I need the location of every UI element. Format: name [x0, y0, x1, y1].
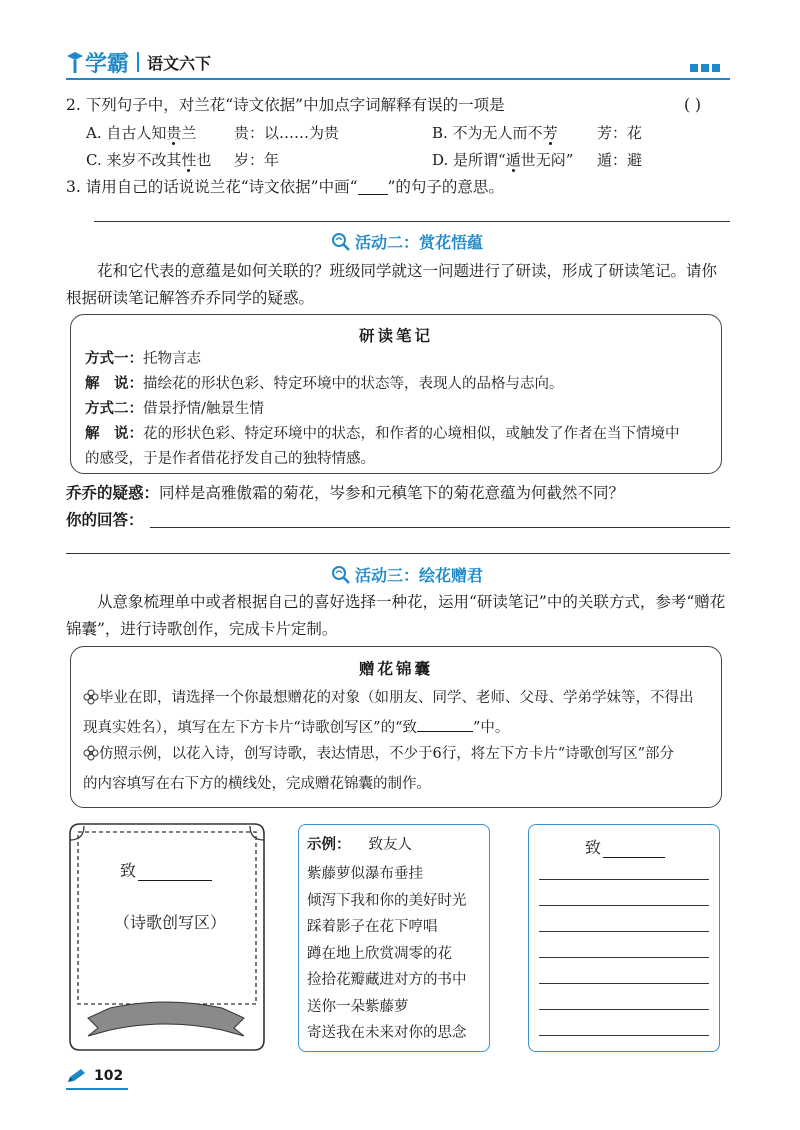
example-poem-card [298, 824, 490, 1052]
option-c: C. 来岁不改其性也 [86, 151, 212, 169]
option-d-gloss: 遁：避 [597, 151, 643, 169]
poem-writing-card[interactable] [66, 822, 268, 1054]
to-recipient: 致 [120, 858, 212, 881]
poem-line: 送你一朵紫藤萝 [307, 998, 409, 1015]
tip-1-cont: 现真实姓名），填写在左下方卡片“诗歌创写区”的“致 ”中。 [83, 715, 715, 742]
brand-separator [137, 52, 139, 72]
explain-1: 解 说：描绘花的形状色彩、特定环境中的状态等，表现人的品格与志向。 [85, 376, 564, 392]
question-3: 3. 请用自己的话说说兰花“诗文依据”中画“ ”的句子的意思。 [66, 178, 504, 196]
option-a-gloss: 贵：以……为贵 [234, 124, 340, 142]
qiaoqiao-doubt: 乔乔的疑惑：同样是高雅傲霜的菊花，岑参和元稹笔下的菊花意蕴为何截然不同？ [66, 484, 625, 502]
example-poem [307, 861, 467, 1047]
section-divider [94, 221, 730, 222]
example-label: 示例： [307, 837, 351, 853]
page-number: 102 [94, 1068, 124, 1084]
study-notes-title: 研读笔记 [358, 327, 433, 345]
answer-label: 你的回答： [66, 511, 144, 529]
recipient-blank[interactable] [138, 864, 212, 881]
explain-2: 解 说：花的形状色彩、特定环境中的状态，和作者的心境相似，或触发了作者在当下情境中 [85, 426, 680, 442]
footer [66, 1068, 123, 1084]
poem-line: 寄送我在未来对你的思念 [307, 1025, 467, 1041]
flower-tips-title: 赠花锦囊 [358, 660, 433, 678]
header-decor [690, 64, 720, 72]
answer-recipient-blank[interactable] [603, 841, 665, 858]
answer-line[interactable] [539, 931, 709, 932]
method-2: 方式二：借景抒情/触景生情 [85, 401, 264, 417]
option-a: A. 自古人知贵兰 [86, 124, 197, 142]
answer-paren: ( ) [684, 96, 702, 114]
poem-line: 捡拾花瓣藏进对方的书中 [307, 972, 467, 988]
poem-line: 紫藤萝似瀑布垂挂 [307, 866, 423, 882]
activity-3-intro: 从意象梳理单中或者根据自己的喜好选择一种花，运用“研读笔记”中的关联方式，参考“赠花 锦囊”，进行诗歌创作，完成卡片定制。 [66, 593, 726, 638]
flower-tips-box [70, 646, 722, 808]
answer-line[interactable] [539, 957, 709, 958]
tip-1: 毕业在即，请选择一个你最想赠花的对象（如朋友、同学、老师、父母、学弟学妹等，不得出 [83, 685, 715, 715]
option-c-gloss: 岁：年 [234, 151, 280, 169]
answer-line[interactable] [539, 1009, 709, 1010]
answer-line[interactable] [150, 527, 730, 528]
brand-name: 学霸 [85, 51, 130, 77]
graduation-cap-icon [66, 49, 84, 75]
pencil-icon [66, 1068, 88, 1084]
magnifier-icon [331, 232, 351, 252]
tip-2: 仿照示例，以花入诗，创写诗歌，表达情思，不少于6行，将左下方卡片“诗歌创写区”部分 [83, 741, 715, 771]
study-notes-box [70, 314, 722, 474]
footer-line [66, 1088, 128, 1090]
answer-line[interactable] [539, 983, 709, 984]
activity-2-intro: 花和它代表的意蕴是如何关联的？班级同学就这一问题进行了研读，形成了研读笔记。请你 根据研读笔记解答乔乔同学的疑惑。 [66, 262, 718, 307]
poem-line: 倾泻下我和你的美好时光 [307, 892, 467, 909]
header-divider [66, 78, 730, 80]
poem-area-label: （诗歌创写区） [114, 913, 227, 932]
underline-sample [358, 180, 388, 195]
answer-line[interactable] [539, 1035, 709, 1036]
poem-line: 蹲在地上欣赏凋零的花 [307, 945, 452, 962]
book-title: 语文六下 [147, 53, 212, 73]
activity-2-heading: 活动二：赏花悟蕴 [331, 230, 483, 253]
method-1: 方式一：托物言志 [85, 351, 201, 367]
question-2-stem: 2. 下列句子中，对兰花“诗文依据”中加点字词解释有误的一项是 [66, 96, 505, 114]
poem-line: 踩着影子在花下哼唱 [307, 919, 438, 935]
to-blank [417, 717, 473, 732]
card-frame [66, 822, 268, 1054]
answer-to-recipient: 致 [585, 835, 665, 858]
activity-3-heading: 活动三：绘花赠君 [331, 563, 483, 586]
flower-icon [83, 744, 99, 771]
flower-icon [83, 688, 99, 715]
section-divider-2 [66, 553, 730, 554]
tip-2-cont: 的内容填写在右下方的横线处，完成赠花锦囊的制作。 [83, 775, 431, 792]
option-d: D. 是所谓“遁世无闷” [432, 151, 574, 169]
example-title: 致友人 [368, 837, 412, 853]
explain-2-cont: 的感受，于是作者借花抒发自己的独特情感。 [85, 451, 375, 467]
answer-line[interactable] [539, 905, 709, 906]
poem-answer-card[interactable] [528, 824, 720, 1052]
option-b-gloss: 芳：花 [597, 124, 643, 142]
header-logo [66, 46, 211, 78]
answer-line[interactable] [539, 879, 709, 880]
magnifier-icon [331, 565, 351, 585]
option-b: B. 不为无人而不芳 [432, 124, 558, 142]
